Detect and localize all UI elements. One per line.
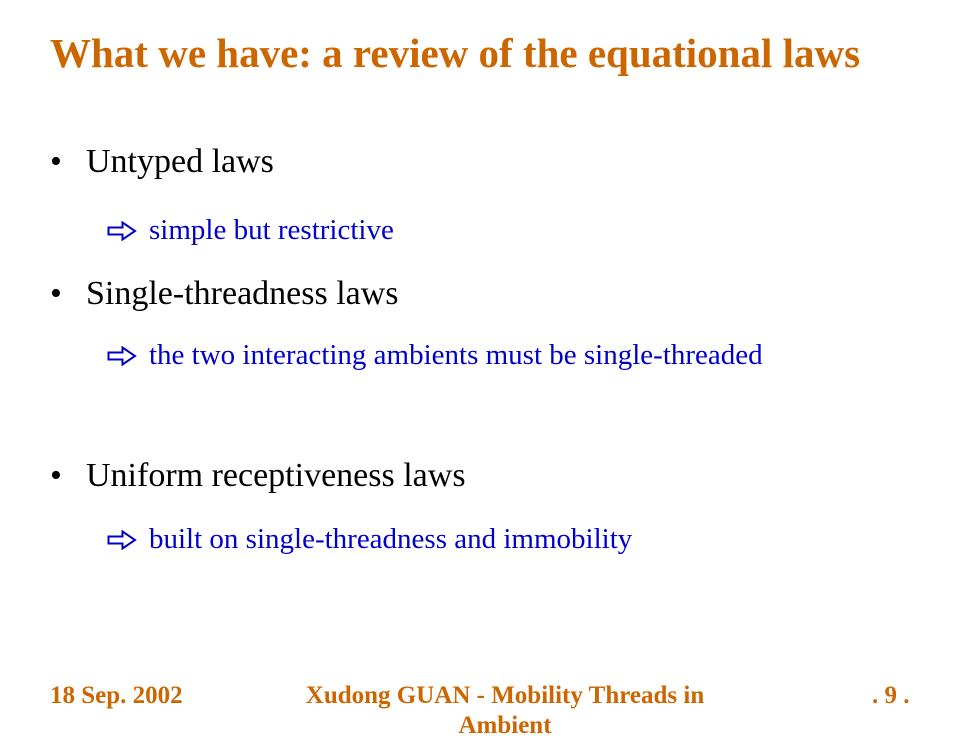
footer-page-number: . 9 . [872, 682, 910, 709]
sub-item-single-threadness [105, 330, 835, 380]
bullet-label: Untyped laws [86, 143, 274, 180]
hollow-right-arrow-icon [105, 205, 145, 255]
sub-item-text: built on single-threadness and immobility [149, 523, 633, 555]
bullet-item-untyped [50, 142, 274, 182]
sub-item-text: simple but restrictive [149, 214, 394, 246]
hollow-right-arrow-icon [105, 514, 145, 564]
bullet-dot: • [50, 275, 62, 312]
sub-item-uniform-receptiveness [105, 514, 865, 564]
hollow-right-arrow-icon [105, 330, 145, 380]
sub-item-untyped [105, 205, 865, 255]
bullet-dot: • [50, 143, 62, 180]
bullet-label: Single-threadness laws [86, 275, 399, 312]
sub-item-text: the two interacting ambients must be single-threaded [149, 339, 763, 371]
slide-title: What we have: a review of the equational laws [50, 30, 861, 76]
bullet-item-uniform-receptiveness [50, 456, 466, 496]
bullet-label: Uniform receptiveness laws [86, 457, 466, 494]
bullet-dot: • [50, 457, 62, 494]
footer-date: 18 Sep. 2002 [50, 682, 183, 709]
footer-presentation-title: Xudong GUAN - Mobility Threads in Ambient [305, 682, 705, 739]
bullet-item-single-threadness [50, 274, 399, 314]
